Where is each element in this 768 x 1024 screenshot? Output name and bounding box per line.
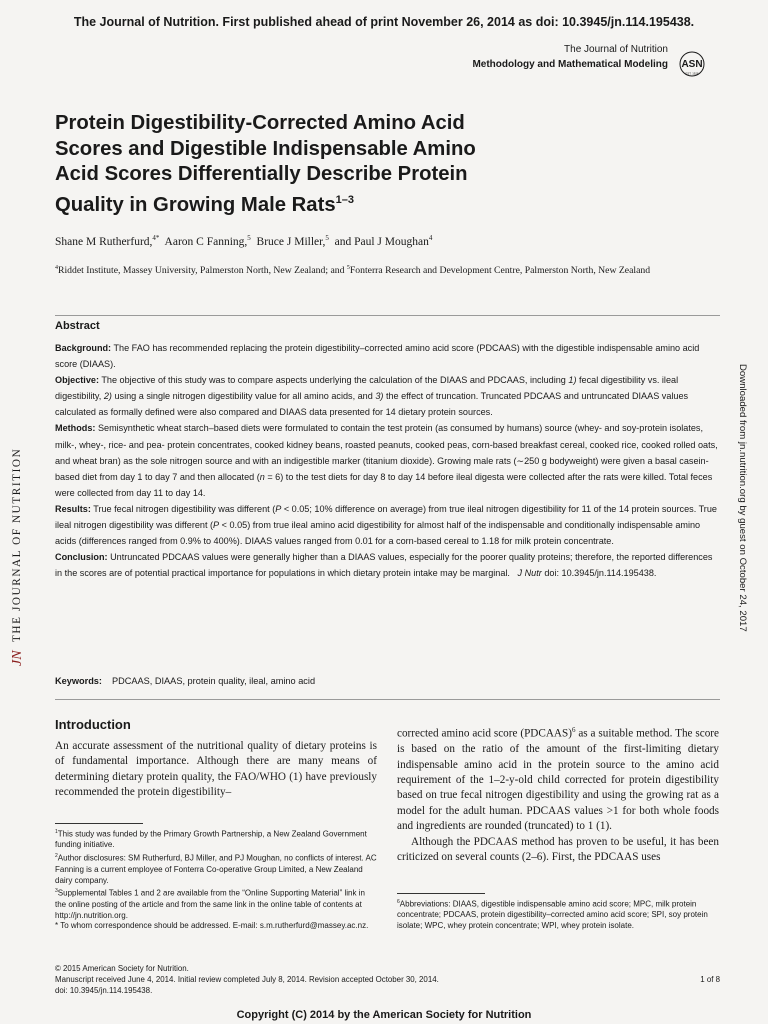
abstract-objective: [55, 372, 720, 420]
manuscript-dates: Manuscript received June 4, 2014. Initial review completed July 8, 2014. Revision accepted October 30, 2014.: [55, 974, 439, 984]
footnote-number: 3: [55, 888, 58, 895]
abstract-label: Objective:: [55, 375, 99, 386]
affiliation-text: Fonterra Research and Development Centre, Palmerston North, New Zealand: [349, 265, 651, 277]
abstract-text: fecal digestibility vs. ileal digestibility,: [55, 375, 679, 402]
footnote: [55, 827, 377, 851]
abstract-label: Background:: [55, 343, 112, 353]
abstract-text: P: [213, 520, 220, 531]
side-journal-caps: THE JOURNAL OF NUTRITION: [11, 447, 23, 642]
author-affiliation-marker: 4: [428, 234, 433, 242]
asn-logo: [679, 47, 705, 81]
footnote-number: 6: [397, 899, 400, 905]
title-line-3: Acid Scores Differentially Describe Protein: [55, 163, 468, 185]
copyright-footer: Copyright (C) 2014 by the American Society for Nutrition: [236, 1009, 532, 1021]
abstract-background: [55, 340, 720, 372]
author-affiliation-marker: 5: [325, 234, 329, 242]
publication-info: [55, 964, 720, 996]
footnote: [55, 851, 377, 886]
abstract-text: True fecal nitrogen digestibility was different (: [90, 503, 276, 514]
abstract-text: n: [259, 471, 265, 482]
abstract-results: [55, 501, 720, 549]
abstract-conclusion: [55, 549, 720, 581]
abstract-text: 3): [375, 391, 384, 402]
divider: [55, 699, 720, 700]
citation-doi: doi: 10.3945/jn.114.195438.: [541, 568, 657, 579]
footnote-text: Abbreviations: DIAAS, digestible indispensable amino acid score; MPC, milk protein concentrate; PDCAAS, protein digestibility–corrected amino acid score; SPI, soy protein isolate; WPC, whey protein concentrate; WPI, whey protein isolate.: [397, 899, 708, 931]
footnote-separator: [55, 823, 143, 824]
copyright-line: © 2015 American Society for Nutrition.: [55, 964, 189, 973]
abstract-text: 2): [103, 391, 112, 402]
keywords-label: Keywords:: [55, 676, 102, 686]
introduction-column-1: [55, 739, 377, 801]
abstract-text: < 0.05) from true ileal amino acid digestibility for almost half of the indispensable and conditionally indispensable amino acids (differences ranged from 0.9% to 400%). DIAAS values ranged from 0.01 for a corn-based cereal to 1.18 for milk protein concentrate.: [55, 520, 701, 547]
footnotes-column-2: [397, 897, 719, 932]
body-paragraph: [397, 723, 719, 835]
download-note-text: Downloaded from jn.nutrition.org by guest on October 24, 2017: [737, 364, 748, 632]
section-name: Methodology and Mathematical Modeling: [472, 59, 668, 70]
abstract-text: The FAO has recommended replacing the protein digestibility–corrected amino acid score (PDCAAS) with the digestible indispensable amino acid score (DIAAS).: [55, 343, 700, 370]
introduction-heading: Introduction: [55, 717, 131, 732]
abstract-text: using a single nitrogen digestibility value for all amino acids, and: [111, 391, 376, 402]
divider: [55, 315, 720, 316]
title-line-4: Quality in Growing Male Rats: [55, 193, 336, 216]
affiliation-marker: 5: [346, 265, 350, 271]
ahead-of-print-banner: The Journal of Nutrition. First published ahead of print November 26, 2014 as doi: 10.3945/jn.114.195438.: [73, 15, 695, 29]
footnote: [397, 897, 719, 932]
body-text: corrected amino acid score (PDCAAS): [397, 727, 572, 740]
title-line-1: Protein Digestibility-Corrected Amino Acid: [55, 112, 465, 134]
abstract-text: the effect of truncation. Truncated PDCAAS and untruncated DIAAS values calculated as formally defined were also compared and DIAAS data presented for 14 dietary protein sources.: [55, 391, 689, 418]
author-affiliation-marker: 5: [247, 234, 251, 242]
abstract-label: Results:: [55, 503, 91, 514]
footnote-text: Supplemental Tables 1 and 2 are available from the “Online Supporting Material” link in the online posting of the article and from the same link in the online table of contents at http://jn.nutrition.org.: [55, 888, 365, 920]
asn-logo-est: EST. 1928: [685, 71, 699, 76]
footnote-text: Author disclosures: SM Rutherfurd, BJ Miller, and PJ Moughan, no conflicts of interest. AC Fanning is a current employee of Fonterra Co-operative Group Limited, a New Zealand dairy company.: [55, 853, 377, 885]
abstract-text: 1): [568, 375, 577, 386]
footnotes-column-1: [55, 827, 377, 932]
body-paragraph: An accurate assessment of the nutritional quality of dietary proteins is of fundamental importance. Although there are many means of determining dietary protein quality, the FAO/WHO (1) have previously recommended the protein digestibility–: [55, 740, 377, 799]
footnote-marker: 6: [571, 726, 576, 734]
abstract-methods: [55, 420, 720, 500]
abstract-heading: Abstract: [55, 320, 100, 332]
affiliations: [55, 262, 715, 278]
body-text: as a suitable method. The score is based on the ratio of the amount of the first-limiting dietary indispensable amino acid in the protein source to the amino acid requirement of the 1–2-y-old child corrected for protein digestibility based on true fecal nitrogen digestibility and using the growing rat as a model for the adult human. PDCAAS values >1 for both whole foods and ingredients are rounded (truncated) to 1 (1).: [397, 727, 719, 833]
abstract-text: Semisynthetic wheat starch–based diets were formulated to contain the test protein (as consumed by humans) source (whey- and soy-protein isolates, milk-, whey-, rice- and pea- protein concentrates, cooked kidney beans, roasted peanuts, cooked peas, corn-based breakfast cereal, cooked rice, cooked rolled oats, and wheat bran) as the sole nitrogen source and with an indigestible marker (titanium dioxide). Growing male rats (∼250 g bodyweight) were given a basal casein-based diet from day 1 to day 7 and then allocated (: [55, 423, 718, 482]
doi-line: doi: 10.3945/jn.114.195438.: [55, 985, 153, 995]
author-name: Bruce J Miller,: [256, 235, 326, 248]
jn-mark: JN: [10, 650, 25, 666]
author-name: Aaron C Fanning,: [164, 235, 248, 248]
abstract-label: Conclusion:: [55, 552, 108, 563]
citation-journal: J Nutr: [517, 568, 542, 579]
abstract-text: Untruncated PDCAAS values were generally higher than a DIAAS values, especially for the poorer quality proteins; therefore, the reported differences in the scores are of potential practical importance for populations in which dietary protein intake may be marginal.: [55, 552, 713, 579]
affiliation-marker: 4: [55, 265, 58, 271]
article-title: [55, 111, 565, 218]
footnote-number: 2: [55, 853, 58, 860]
affiliation-text: Riddet Institute, Massey University, Palmerston North, New Zealand; and: [58, 265, 347, 277]
author-list: [55, 234, 432, 248]
abstract-text: The objective of this study was to compare aspects underlying the calculation of the DIAAS and PDCAAS, including: [98, 375, 569, 386]
download-note: [733, 364, 755, 660]
page-number: 1 of 8: [700, 974, 720, 984]
abstract-text: < 0.05; 10% difference on average) from true ileal nitrogen digestibility for 11 of the 14 protein sources. True ileal nitrogen digestibility was different (: [55, 503, 717, 531]
footnote-correspondence: * To whom correspondence should be addressed. E-mail: s.m.rutherfurd@massey.ac.nz.: [55, 921, 369, 931]
abstract-label: Methods:: [55, 423, 96, 434]
author-name: Shane M Rutherfurd,: [55, 235, 153, 248]
side-journal-mark: [5, 376, 29, 666]
footnote-number: 1: [55, 829, 58, 835]
author-name: and Paul J Moughan: [334, 235, 429, 248]
keywords-text: PDCAAS, DIAAS, protein quality, ileal, amino acid: [111, 676, 316, 686]
introduction-column-2: [397, 723, 719, 865]
body-paragraph: Although the PDCAAS method has proven to be useful, it has been criticized on several counts (2–6). First, the PDCAAS uses: [397, 835, 719, 863]
footnote-text: This study was funded by the Primary Growth Partnership, a New Zealand Government funding initiative.: [55, 829, 367, 850]
author-affiliation-marker: 4: [152, 234, 156, 242]
abstract-text: = 6) to the test diets for day 8 to day 14 before ileal digesta were collected after the rats were killed. Total feces were collected from day 11 to day 14.: [55, 471, 713, 498]
journal-name: The Journal of Nutrition: [564, 44, 668, 55]
footnote-separator: [397, 893, 485, 894]
asn-logo-text: ASN: [681, 59, 703, 70]
footnote: [55, 886, 377, 921]
abstract-text: P: [275, 503, 282, 514]
corresponding-author-marker: *: [155, 234, 160, 242]
keywords: [55, 676, 315, 686]
abstract-body: [55, 340, 720, 581]
title-line-2: Scores and Digestible Indispensable Amino: [55, 137, 476, 160]
title-footnote-marker: 1–3: [335, 193, 354, 206]
